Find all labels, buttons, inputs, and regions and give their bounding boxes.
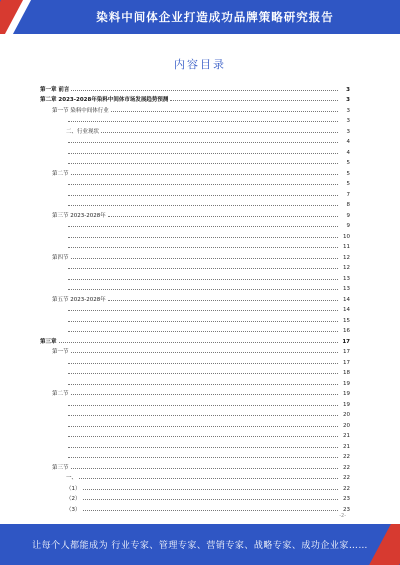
toc-entry-page: 15 (343, 317, 350, 324)
toc-entry-page: 3 (346, 97, 350, 103)
toc-dot-leader (68, 373, 338, 374)
toc-entry[interactable] (40, 345, 350, 356)
toc-dot-leader (68, 321, 338, 322)
toc-dot-leader (59, 342, 338, 343)
toc-entry[interactable] (40, 208, 350, 219)
toc-entry-page: 3 (346, 118, 350, 124)
toc-dot-leader (71, 468, 338, 469)
toc-dot-leader (68, 247, 338, 248)
toc-entry[interactable] (40, 439, 350, 450)
toc-entry[interactable] (40, 366, 350, 377)
toc-entry-label: 二、行业现状 (66, 128, 100, 135)
toc-entry-label: 第二节 (52, 391, 69, 397)
toc-entry[interactable] (40, 229, 350, 240)
toc-dot-leader (71, 258, 338, 259)
toc-entry-page: 16 (343, 328, 350, 334)
toc-dot-leader (68, 457, 338, 458)
toc-entry[interactable] (40, 355, 350, 366)
toc-dot-leader (68, 289, 338, 290)
toc-entry-page: 22 (343, 464, 350, 471)
toc-entry-page: 3 (346, 128, 350, 135)
toc-dot-leader (68, 121, 338, 122)
toc-entry[interactable] (40, 187, 350, 198)
toc-entry-label: 第二章 2023-2028年染料中间体市场发展趋势预测 (40, 97, 169, 103)
toc-dot-leader (68, 279, 338, 280)
toc-dot-leader (68, 205, 338, 206)
toc-entry-label: 第三节 2023-2028年 (52, 212, 106, 219)
toc-entry-page: 20 (343, 422, 350, 429)
toc-dot-leader (68, 426, 338, 427)
toc-entry-label: （2） (66, 496, 81, 502)
toc-entry[interactable] (40, 250, 350, 261)
footer-slogan: 让每个人都能成为 行业专家、管理专家、营销专家、战略专家、成功企业家…… (32, 541, 368, 551)
toc-entry-page: 5 (346, 160, 350, 166)
toc-entry[interactable] (40, 177, 350, 188)
toc-entry[interactable] (40, 82, 350, 93)
toc-dot-leader (71, 352, 338, 353)
toc-dot-leader (108, 216, 338, 217)
toc-entry[interactable] (40, 240, 350, 251)
toc-dot-leader (71, 90, 338, 91)
toc-dot-leader (68, 405, 338, 406)
toc-dot-leader (83, 510, 339, 511)
toc-entry-page: 17 (343, 359, 350, 366)
toc-entry-page: 23 (343, 506, 350, 513)
table-of-contents (40, 82, 350, 513)
toc-entry-page: 14 (343, 307, 350, 313)
toc-entry-label: 第四节 (52, 254, 69, 261)
toc-entry[interactable] (40, 450, 350, 461)
toc-dot-leader (68, 142, 338, 143)
toc-entry[interactable] (40, 408, 350, 419)
toc-entry-label: 第二节 (52, 170, 69, 177)
report-title: 染料中间体企业打造成功品牌策略研究报告 (96, 10, 334, 24)
toc-entry-page: 11 (343, 244, 350, 250)
toc-entry-page: 13 (343, 275, 350, 282)
toc-entry-page: 12 (343, 265, 350, 271)
toc-entry-label: （1） (66, 485, 81, 492)
toc-dot-leader (108, 300, 338, 301)
toc-dot-leader (83, 499, 339, 500)
toc-entry[interactable] (40, 387, 350, 398)
toc-dot-leader (83, 489, 339, 490)
toc-entry-page: 20 (343, 412, 350, 418)
toc-entry[interactable] (40, 324, 350, 335)
toc-entry[interactable] (40, 166, 350, 177)
toc-entry-page: 22 (343, 485, 350, 492)
toc-dot-leader (71, 394, 338, 395)
toc-entry[interactable] (40, 481, 350, 492)
toc-entry[interactable] (40, 145, 350, 156)
toc-entry-page: 3 (346, 86, 350, 93)
toc-entry-page: 8 (346, 202, 350, 208)
toc-entry-page: 4 (346, 139, 350, 145)
toc-entry[interactable] (40, 124, 350, 135)
toc-entry-page: 17 (342, 338, 350, 345)
toc-entry[interactable] (40, 261, 350, 272)
toc-dot-leader (68, 331, 338, 332)
toc-dot-leader (68, 447, 338, 448)
toc-entry[interactable] (40, 418, 350, 429)
toc-entry-page: 18 (343, 370, 350, 376)
toc-dot-leader (68, 363, 338, 364)
toc-entry[interactable] (40, 271, 350, 282)
toc-dot-leader (68, 163, 338, 164)
toc-entry-page: 5 (346, 181, 350, 187)
toc-dot-leader (170, 100, 338, 101)
toc-entry[interactable] (40, 334, 350, 345)
toc-entry-page: 14 (343, 296, 350, 303)
toc-entry-label: 第三章 (40, 338, 57, 345)
toc-dot-leader (68, 184, 338, 185)
toc-entry-page: 3 (346, 107, 350, 114)
toc-entry[interactable] (40, 282, 350, 293)
toc-entry-label: 一、 (66, 475, 78, 481)
toc-entry[interactable] (40, 198, 350, 209)
toc-entry[interactable] (40, 219, 350, 230)
toc-entry-page: 12 (343, 254, 350, 261)
toc-entry[interactable] (40, 93, 350, 104)
toc-dot-leader (68, 153, 338, 154)
toc-entry-page: 13 (343, 286, 350, 292)
toc-dot-leader (68, 237, 338, 238)
toc-heading: 内容目录 (174, 58, 226, 71)
toc-entry-page: 22 (343, 475, 350, 481)
toc-entry[interactable] (40, 397, 350, 408)
toc-entry[interactable] (40, 103, 350, 114)
toc-entry-page: 21 (343, 433, 350, 439)
toc-entry-page: 9 (346, 212, 350, 219)
toc-entry[interactable] (40, 460, 350, 471)
toc-dot-leader (68, 436, 338, 437)
toc-entry-page: 7 (346, 191, 350, 198)
toc-entry-page: 19 (343, 391, 350, 397)
page-number: -2- (339, 513, 346, 519)
toc-entry[interactable] (40, 292, 350, 303)
toc-entry-page: 10 (343, 233, 350, 240)
toc-dot-leader (101, 132, 338, 133)
toc-entry-page: 17 (343, 349, 350, 355)
toc-dot-leader (68, 384, 338, 385)
toc-entry-page: 19 (343, 401, 350, 408)
toc-entry-label: 第一节 染料中间体行业 (52, 107, 109, 114)
toc-entry[interactable] (40, 376, 350, 387)
toc-entry-label: 第三节 (52, 464, 69, 471)
header-banner (0, 0, 400, 34)
toc-dot-leader (68, 310, 338, 311)
toc-entry-page: 22 (343, 454, 350, 460)
toc-entry-page: 19 (343, 380, 350, 387)
toc-entry-page: 21 (343, 443, 350, 450)
footer-banner (0, 524, 400, 565)
toc-entry-page: 4 (346, 149, 350, 156)
toc-entry-page: 23 (343, 496, 350, 502)
toc-entry[interactable] (40, 471, 350, 482)
toc-entry[interactable] (40, 303, 350, 314)
toc-entry[interactable] (40, 429, 350, 440)
toc-dot-leader (68, 226, 338, 227)
toc-entry[interactable] (40, 156, 350, 167)
toc-dot-leader (68, 268, 338, 269)
toc-dot-leader (79, 478, 338, 479)
toc-entry[interactable] (40, 114, 350, 125)
toc-entry[interactable] (40, 502, 350, 513)
toc-entry-label: （3） (66, 506, 81, 513)
toc-entry[interactable] (40, 492, 350, 503)
toc-dot-leader (68, 195, 338, 196)
toc-dot-leader (111, 111, 338, 112)
toc-entry-label: 第五节 2023-2028年 (52, 296, 106, 303)
toc-dot-leader (68, 415, 338, 416)
toc-entry[interactable] (40, 135, 350, 146)
toc-entry-page: 5 (346, 170, 350, 177)
toc-entry-label: 第一章 前言 (40, 86, 70, 93)
toc-entry[interactable] (40, 313, 350, 324)
toc-entry-label: 第一节 (52, 349, 69, 355)
toc-dot-leader (71, 174, 338, 175)
toc-entry-page: 9 (346, 223, 350, 229)
